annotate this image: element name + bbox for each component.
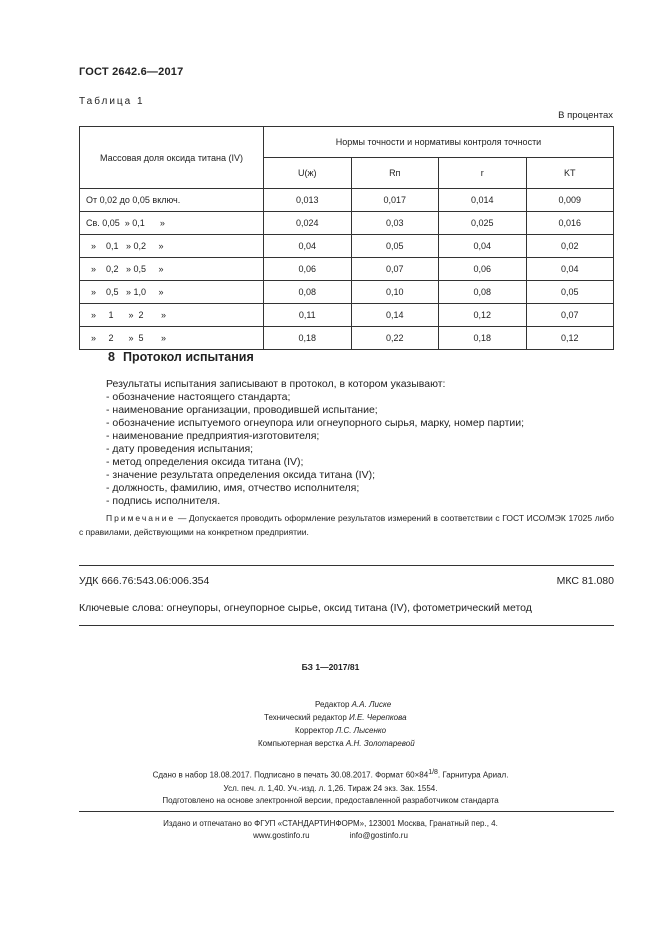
col-header-rn: Rп [351, 158, 439, 189]
table-cell: 0,009 [526, 189, 614, 212]
list-item: - наименование организации, проводившей испытание; [106, 404, 378, 416]
table-cell: 0,10 [351, 281, 439, 304]
print-line-2: Усл. печ. л. 1,40. Уч.-изд. л. 1,26. Тираж 24 экз. Зак. 1554. [223, 784, 438, 793]
mks: МКС 81.080 [556, 575, 614, 587]
udk: УДК 666.76:543.06:006.354 [79, 575, 210, 587]
table-row [80, 258, 614, 281]
table-cell: 0,06 [439, 258, 527, 281]
row-label: От 0,02 до 0,05 включ. [80, 189, 264, 212]
page-header-standard: ГОСТ 2642.6—2017 [79, 66, 184, 78]
bz-number: БЗ 1—2017/81 [301, 662, 360, 672]
contacts [0, 830, 661, 842]
list-item: - значение результата определения оксида титана (IV); [106, 469, 376, 481]
col-header-r: r [439, 158, 527, 189]
credit-tech-editor: Технический редактор И.Е. Черепкова [264, 713, 407, 722]
table-cell: 0,07 [526, 304, 614, 327]
list-item: - дату проведения испытания; [106, 443, 254, 455]
row-label: Св. 0,05 » 0,1 » [80, 212, 264, 235]
print-line-3: Подготовлено на основе электронной версии, предоставленной разработчиком стандарта [162, 796, 499, 805]
table-cell: 0,07 [351, 258, 439, 281]
print-line-1: Сдано в набор 18.08.2017. Подписано в печать 30.08.2017. Формат $60\times 84^{1/8}$. Гарнитура Ариал. [152, 769, 509, 780]
table-cell: 0,024 [264, 212, 352, 235]
table-cell: 0,016 [526, 212, 614, 235]
table-cell: 0,025 [439, 212, 527, 235]
list-item: - метод определения оксида титана (IV); [106, 456, 304, 468]
table-cell: 0,03 [351, 212, 439, 235]
publisher: Издано и отпечатано во ФГУП «СТАНДАРТИНФОРМ», 123001 Москва, Гранатный пер., 4. [163, 819, 498, 828]
table-cell: 0,06 [264, 258, 352, 281]
section-intro: Результаты испытания записывают в протокол, в котором указывают: [106, 378, 446, 390]
table-caption: Таблица 1 [79, 96, 145, 107]
table-group-header: Нормы точности и нормативы контроля точности [264, 127, 614, 158]
table-cell: 0,18 [439, 327, 527, 350]
divider [79, 811, 614, 812]
table-body [80, 189, 614, 350]
table-cell: 0,22 [351, 327, 439, 350]
list-item: - обозначение испытуемого огнеупора или огнеупорного сырья, марку, номер партии; [106, 417, 525, 429]
table-cell: 0,05 [351, 235, 439, 258]
table-row [80, 189, 614, 212]
col-header-kt: KT [526, 158, 614, 189]
list-item: - обозначение настоящего стандарта; [106, 391, 291, 403]
credits [258, 698, 415, 750]
table-row [80, 281, 614, 304]
table-unit: В процентах [558, 110, 613, 121]
table-cell: 0,18 [264, 327, 352, 350]
credit-layout: Компьютерная верстка А.Н. Золотаревой [258, 739, 415, 748]
table-cell: 0,017 [351, 189, 439, 212]
section-body [106, 378, 524, 508]
table-cell: 0,013 [264, 189, 352, 212]
table-row-header: Массовая доля оксида титана (IV) [80, 127, 264, 189]
table-row [80, 235, 614, 258]
table-cell: 0,02 [526, 235, 614, 258]
web-link[interactable]: www.gostinfo.ru [253, 831, 310, 840]
keywords: Ключевые слова: огнеупоры, огнеупорное сырье, оксид титана (IV), фотометрический метод [79, 602, 532, 614]
table-cell: 0,04 [264, 235, 352, 258]
row-label: » 2 » 5 » [80, 327, 264, 350]
table-cell: 0,04 [439, 235, 527, 258]
table-row [80, 304, 614, 327]
table-cell: 0,12 [439, 304, 527, 327]
row-label: » 0,1 » 0,2 » [80, 235, 264, 258]
section-title: Протокол испытания [122, 350, 254, 364]
section-number: 8 [108, 350, 115, 364]
accuracy-table [79, 126, 614, 350]
credit-corrector: Корректор Л.С. Лысенко [295, 726, 387, 735]
row-label: » 1 » 2 » [80, 304, 264, 327]
row-label: » 0,2 » 0,5 » [80, 258, 264, 281]
table-cell: 0,04 [526, 258, 614, 281]
table-cell: 0,05 [526, 281, 614, 304]
table-cell: 0,14 [351, 304, 439, 327]
note [79, 511, 614, 539]
list-item: - подпись исполнителя. [106, 495, 221, 507]
section-list [106, 391, 524, 508]
list-item: - должность, фамилию, имя, отчество исполнителя; [106, 482, 360, 494]
table-row [80, 327, 614, 350]
row-label: » 0,5 » 1,0 » [80, 281, 264, 304]
note-lead: Примечание [106, 513, 176, 523]
table-cell: 0,014 [439, 189, 527, 212]
credit-editor: Редактор А.А. Лиске [315, 700, 392, 709]
table-cell: 0,08 [439, 281, 527, 304]
table-cell: 0,08 [264, 281, 352, 304]
col-header-u: U(ж) [264, 158, 352, 189]
list-item: - наименование предприятия-изготовителя; [106, 430, 320, 442]
table-cell: 0,12 [526, 327, 614, 350]
note-text: — Допускается проводить оформление результатов измерений в соответствии с ГОСТ ИСО/МЭК 17025 либо с правилами, действующими на конкретном предприятии. [79, 513, 614, 537]
table-row [80, 212, 614, 235]
divider [79, 625, 614, 626]
email-link[interactable]: info@gostinfo.ru [349, 831, 408, 840]
section-heading [108, 350, 254, 364]
table-cell: 0,11 [264, 304, 352, 327]
divider [79, 565, 614, 566]
